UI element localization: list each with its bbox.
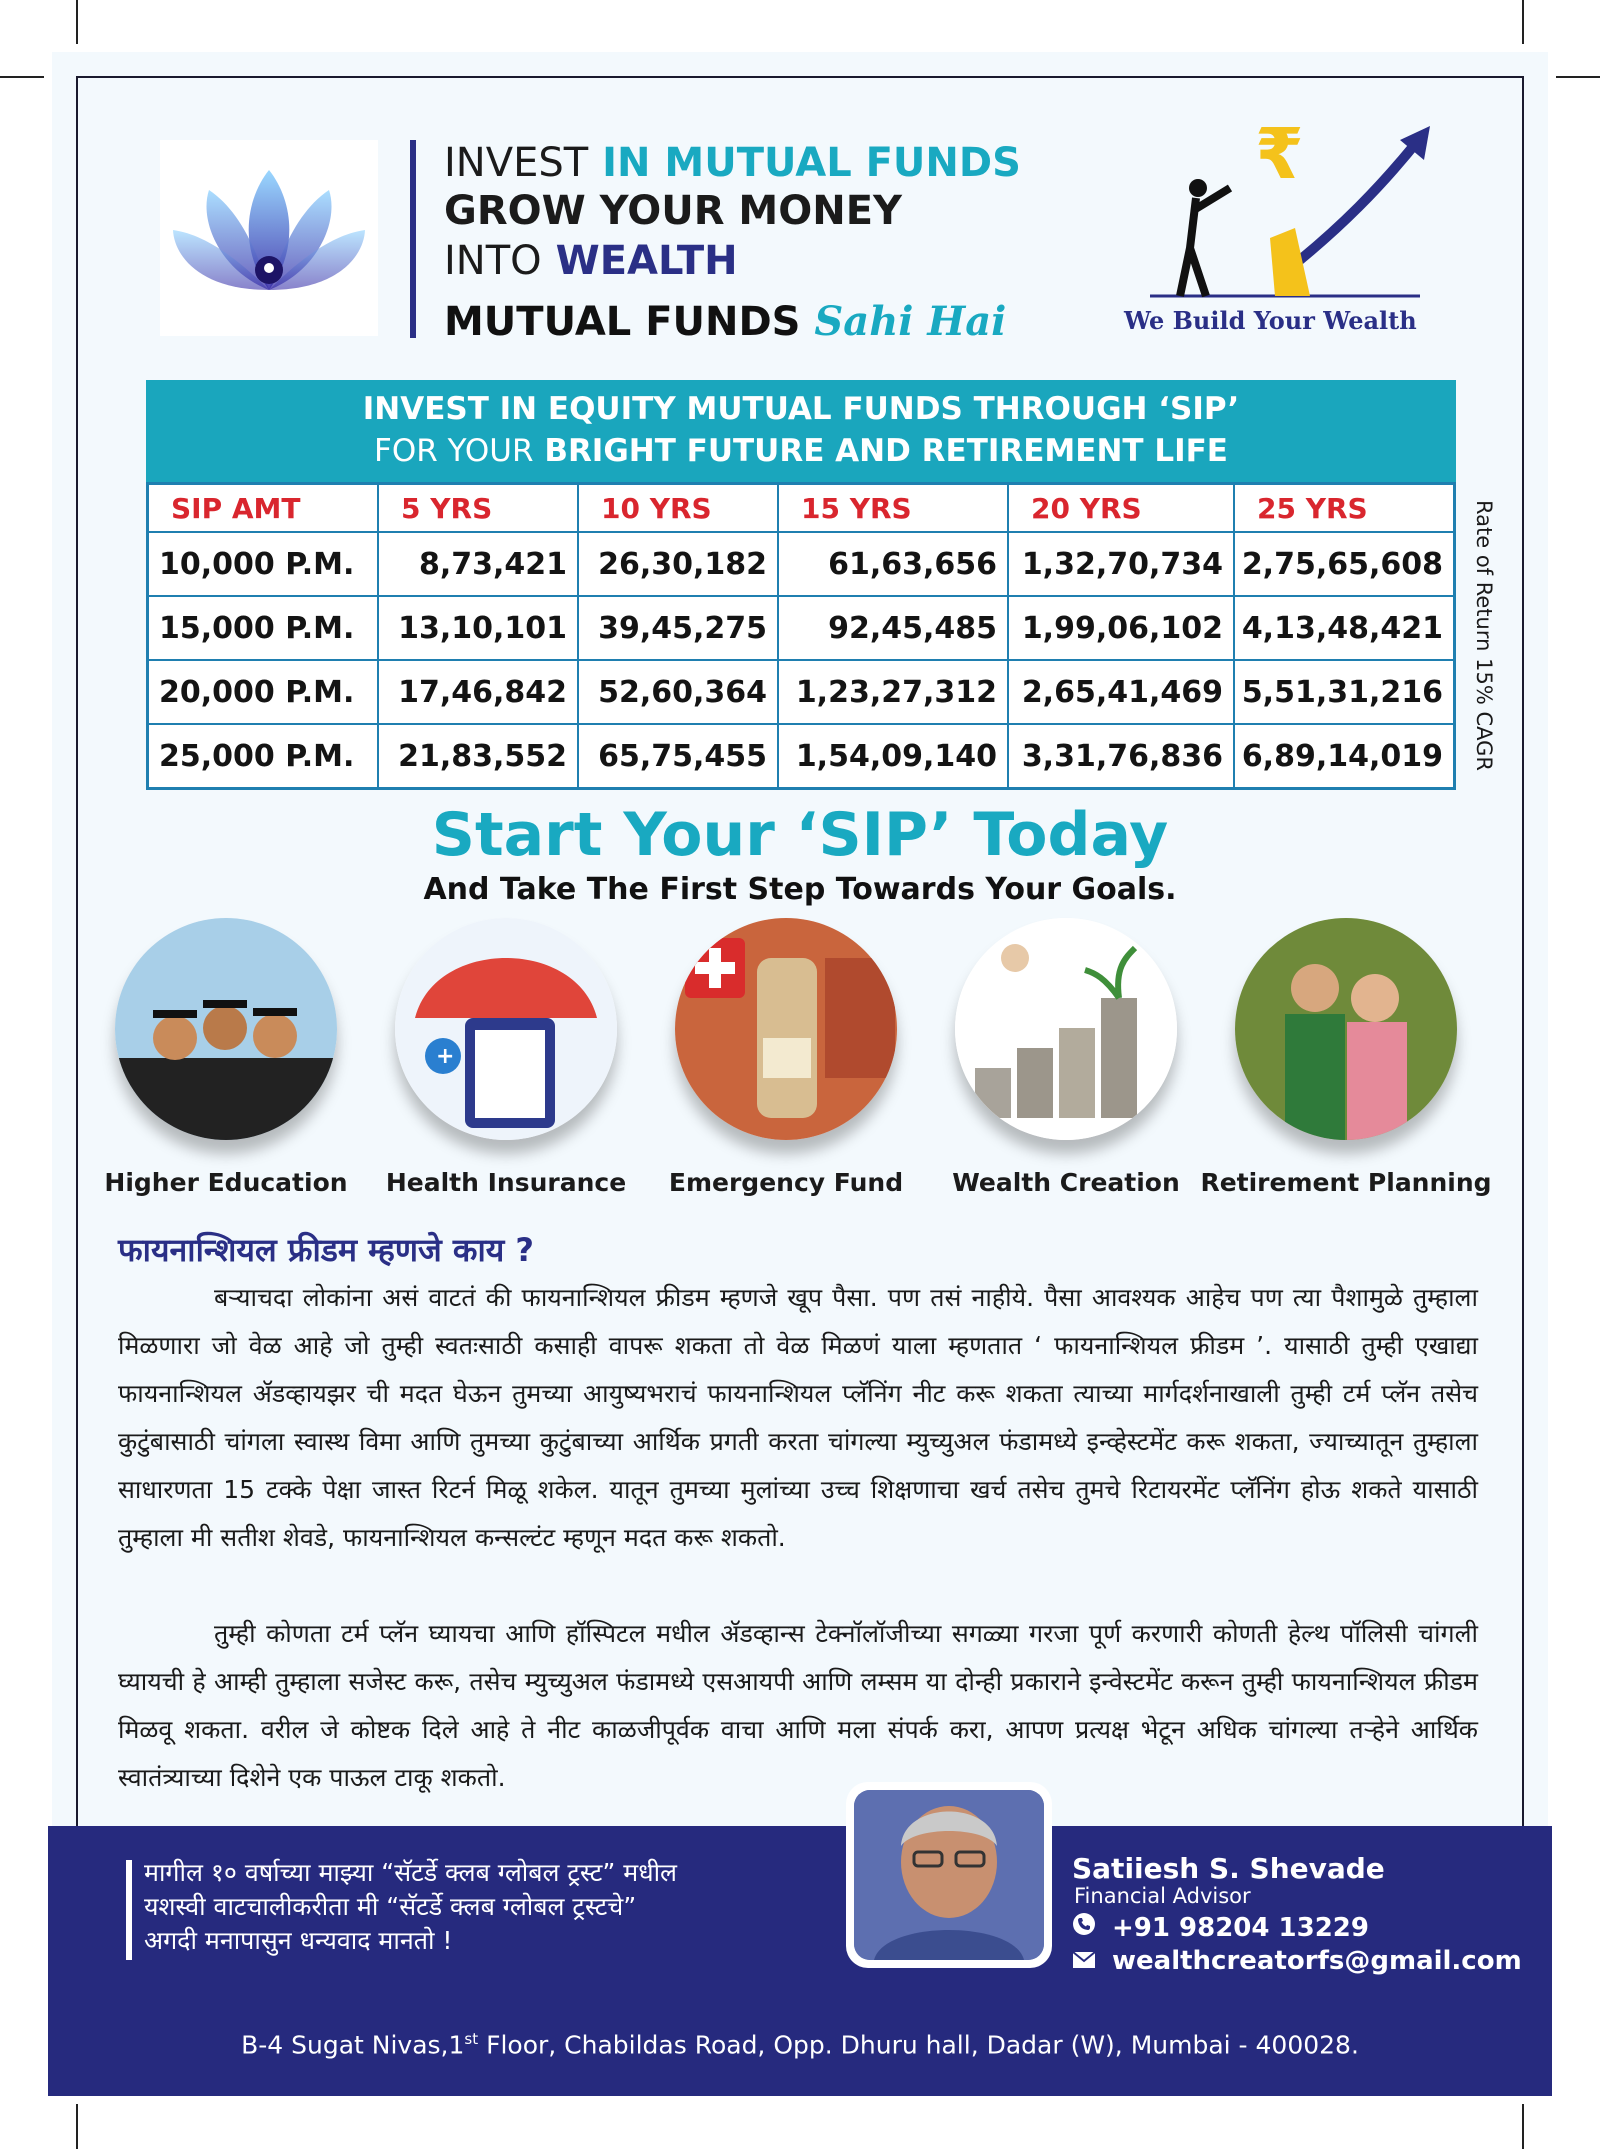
table-cell: 26,30,182 xyxy=(579,533,779,595)
table-row xyxy=(149,661,1453,725)
headline-mutual-funds-2: MUTUAL FUNDS xyxy=(444,299,801,345)
goal-retirement-planning xyxy=(1200,918,1492,1197)
headline-line-2: GROW YOUR MONEY xyxy=(444,188,903,234)
banner-bright-future: BRIGHT FUTURE AND RETIREMENT LIFE xyxy=(544,433,1228,469)
table-column-header: 15 YRS xyxy=(779,485,1009,531)
goal-wealth-creation xyxy=(946,918,1186,1197)
office-address xyxy=(0,2030,1600,2059)
table-row xyxy=(149,533,1453,597)
crop-mark xyxy=(1556,76,1600,78)
goal-label: Emergency Fund xyxy=(668,1168,904,1197)
article-paragraph-1: बऱ्याचदा लोकांना असं वाटतं की फायनान्शियल फ्रीडम म्हणजे खूप पैसा. पण तसं नाहीये. पैसा आवश्यक आहेच पण त्या पैशामुळे तुम्हाला मिळणारा जो वेळ आहे जो तुम्ही स्वतःसाठी कसाही वापरू शकता तो वेळ मिळणं याला म्हणतात ‘ फायनान्शियल फ्रीडम ’. यासाठी तुम्ही एखाद्या फायनान्शियल ॲडव्हायझर ची मदत घेऊन तुमच्या आयुष्यभराचं फायनान्शियल प्लॅनिंग नीट करू शकता त्याच्या मार्गदर्शनाखाली तुम्ही टर्म प्लॅन तसेच कुटुंबासाठी चांगला स्वास्थ विमा आणि तुमच्या कुटुंबाच्या आर्थिक प्रगती करता चांगल्या म्युच्युअल फंडामध्ये इन्व्हेस्टमेंट करू शकता, ज्याच्यातून तुम्हाला साधारणता 15 टक्के पेक्षा जास्त रिटर्न मिळू शकेल. यातून तुमच्या मुलांच्या उच्च शिक्षणाचा खर्च तसेच तुमचे रिटायरमेंट प्लॅनिंग होऊ शकते यासाठी तुम्हाला मी सतीश शेवडे, फायनान्शियल कन्सल्टंट म्हणून मदत करू शकतो. xyxy=(118,1283,1478,1552)
brand-tagline: We Build Your Wealth xyxy=(1124,306,1417,335)
footer-thanks-line: अगदी मनापासुन धन्यवाद मानतो ! xyxy=(144,1926,453,1955)
coin-stacks-icon xyxy=(955,918,1177,1140)
table-cell: 13,10,101 xyxy=(379,597,579,659)
footer-thanks-line: यशस्वी वाटचालीकरीता मी “सॅटर्डे क्लब ग्लोबल ट्रस्टचे” xyxy=(144,1892,637,1921)
table-cell: 92,45,485 xyxy=(779,597,1009,659)
table-cell: 1,54,09,140 xyxy=(779,725,1009,787)
goal-label: Wealth Creation xyxy=(952,1168,1180,1197)
rate-of-return-note: Rate of Return 15% CAGR xyxy=(1472,500,1496,771)
graduates-icon xyxy=(115,918,337,1140)
table-row xyxy=(149,597,1453,661)
table-column-header: 5 YRS xyxy=(379,485,579,531)
table-cell: 8,73,421 xyxy=(379,533,579,595)
goal-label: Health Insurance xyxy=(385,1168,627,1197)
article-paragraph-2: तुम्ही कोणता टर्म प्लॅन घ्यायचा आणि हॉस्पिटल मधील ॲडव्हान्स टेक्नॉलॉजीच्या सगळ्या गरजा पूर्ण करणारी कोणती हेल्थ पॉलिसी चांगली घ्यायची हे आम्ही तुम्हाला सजेस्ट करू, तसेच म्युच्युअल फंडामध्ये एसआयपी आणि लम्सम या दोन्ही प्रकाराने इन्वेस्टमेंट करून तुम्ही फायनान्शियल फ्रीडम मिळवू शकता. वरील जे कोष्टक दिले आहे ते नीट काळजीपूर्वक वाचा आणि मला संपर्क करा, आपण प्रत्यक्ष भेटून अधिक चांगल्या तऱ्हेने आर्थिक स्वातंत्र्याच्या दिशेने एक पाऊल टाकू शकतो. xyxy=(118,1619,1478,1792)
table-header-row xyxy=(149,485,1453,533)
goal-health-insurance xyxy=(385,918,627,1197)
sip-returns-table xyxy=(146,482,1456,790)
address-part: Floor, Chabildas Road, Opp. Dhuru hall, Dadar (W), Mumbai - 400028. xyxy=(478,2030,1359,2060)
table-column-header: 20 YRS xyxy=(1009,485,1235,531)
footer-divider xyxy=(126,1860,132,1960)
headline-invest: INVEST xyxy=(444,140,589,186)
table-cell: 17,46,842 xyxy=(379,661,579,723)
headline-line-4 xyxy=(444,298,1006,345)
header-divider xyxy=(410,140,416,338)
table-cell: 39,45,275 xyxy=(579,597,779,659)
table-cell: 1,23,27,312 xyxy=(779,661,1009,723)
footer-thanks xyxy=(144,1856,844,1958)
table-cell: 2,75,65,608 xyxy=(1241,546,1443,582)
goal-emergency-fund xyxy=(666,918,906,1197)
advisor-phone[interactable] xyxy=(1072,1912,1369,1943)
cta-title: Start Your ‘SIP’ Today xyxy=(431,800,1169,870)
banner-line-1: INVEST IN EQUITY MUTUAL FUNDS THROUGH ‘SIP’ xyxy=(362,391,1240,427)
umbrella-health-icon xyxy=(395,918,617,1140)
table-cell: 21,83,552 xyxy=(379,725,579,787)
advisor-photo xyxy=(846,1782,1052,1968)
table-column-header: 10 YRS xyxy=(579,485,779,531)
phone-number: +91 98204 13229 xyxy=(1112,1912,1369,1943)
table-cell: 4,13,48,421 xyxy=(1241,610,1443,646)
table-cell: 20,000 P.M. xyxy=(149,661,379,723)
advisor-role: Financial Advisor xyxy=(1074,1884,1251,1908)
goal-higher-education xyxy=(104,918,348,1197)
crop-mark xyxy=(76,2104,78,2149)
advisor-name: Satiiesh S. Shevade xyxy=(1072,1852,1385,1885)
rupee-growth-arrow-icon xyxy=(1120,118,1450,318)
table-column-header: 25 YRS xyxy=(1257,491,1368,525)
emergency-jar-icon xyxy=(675,918,897,1140)
advisor-email[interactable] xyxy=(1072,1946,1522,1976)
crop-mark xyxy=(0,76,44,78)
lotus-logo-icon xyxy=(160,140,378,336)
table-row xyxy=(149,725,1453,787)
table-cell: 1,99,06,102 xyxy=(1009,597,1235,659)
banner-line-2 xyxy=(146,430,1456,472)
footer-thanks-line: मागील १० वर्षाच्या माझ्या “सॅटर्डे क्लब ग्लोबल ट्रस्ट” मधील xyxy=(144,1858,678,1887)
envelope-icon xyxy=(1072,1946,1096,1976)
headline-line-3 xyxy=(444,238,738,284)
table-cell: 25,000 P.M. xyxy=(149,725,379,787)
crop-mark xyxy=(1522,0,1524,44)
table-cell: 3,31,76,836 xyxy=(1009,725,1235,787)
cta-subtitle: And Take The First Step Towards Your Goals. xyxy=(423,872,1177,907)
svg-text:₹: ₹ xyxy=(1255,118,1304,195)
table-cell: 61,63,656 xyxy=(779,533,1009,595)
headline-mutual-funds: IN MUTUAL FUNDS xyxy=(602,140,1021,186)
table-column-header: SIP AMT xyxy=(149,485,379,531)
svg-text:+: + xyxy=(436,1044,455,1069)
table-cell: 10,000 P.M. xyxy=(149,533,379,595)
goal-label: Retirement Planning xyxy=(1200,1168,1492,1197)
article-title: फायनान्शियल फ्रीडम म्हणजे काय ? xyxy=(118,1231,534,1269)
table-cell: 52,60,364 xyxy=(579,661,779,723)
table-cell: 6,89,14,019 xyxy=(1241,738,1443,774)
address-part: B-4 Sugat Nivas,1 xyxy=(241,2030,465,2060)
crop-mark xyxy=(1522,2104,1524,2149)
senior-couple-icon xyxy=(1235,918,1457,1140)
table-cell: 65,75,455 xyxy=(579,725,779,787)
address-superscript: st xyxy=(464,2030,479,2048)
goal-label: Higher Education xyxy=(104,1168,348,1197)
crop-mark xyxy=(76,0,78,44)
headline-sahi-hai: Sahi Hai xyxy=(814,298,1007,345)
table-cell: 5,51,31,216 xyxy=(1241,674,1443,710)
table-cell: 15,000 P.M. xyxy=(149,597,379,659)
headline-into: INTO xyxy=(444,238,542,284)
email-address: wealthcreatorfs@gmail.com xyxy=(1112,1946,1522,1976)
sip-table-banner xyxy=(146,380,1456,482)
phone-icon xyxy=(1072,1912,1096,1943)
table-cell: 1,32,70,734 xyxy=(1009,533,1235,595)
headline-line-1 xyxy=(444,140,1021,186)
headline-wealth: WEALTH xyxy=(555,238,738,284)
table-cell: 2,65,41,469 xyxy=(1009,661,1235,723)
banner-for-your: FOR YOUR xyxy=(374,433,534,469)
